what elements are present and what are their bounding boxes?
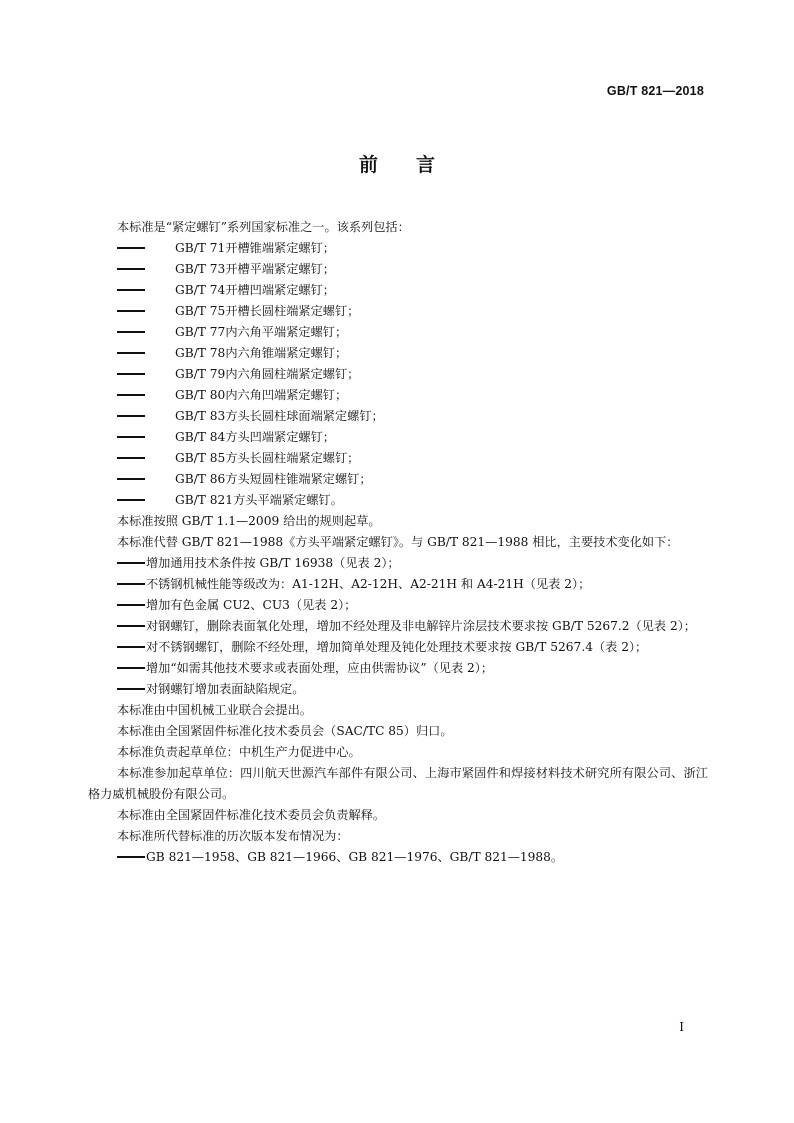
list-item xyxy=(88,385,708,406)
standard-number: GB/T 75 xyxy=(175,304,226,318)
standard-name: 方头平端紧定螺钉。 xyxy=(233,493,343,507)
standard-name: 开槽平端紧定螺钉； xyxy=(225,262,335,276)
em-dash-mark xyxy=(117,856,145,858)
drafting-rule: 本标准按照 GB/T 1.1—2009 给出的规则起草。 xyxy=(117,514,381,528)
change-text: 增加“如需其他技术要求或表面处理，应由供需协议”（见表 2）； xyxy=(146,661,494,675)
list-item xyxy=(88,364,708,385)
list-item xyxy=(88,595,708,616)
standard-number: GB/T 80 xyxy=(175,388,226,402)
replacement-statement: 本标准代替 GB/T 821—1988《方头平端紧定螺钉》。与 GB/T 821—1988 相比，主要技术变化如下： xyxy=(117,535,679,549)
em-dash-mark xyxy=(117,247,145,249)
standard-number: GB/T 84 xyxy=(175,430,226,444)
list-item xyxy=(88,427,708,448)
em-dash-mark xyxy=(117,583,145,585)
change-text: 增加通用技术条件按 GB/T 16938（见表 2）； xyxy=(146,556,400,570)
list-item xyxy=(88,637,708,658)
list-item xyxy=(88,658,708,679)
change-text: 不锈钢机械性能等级改为：A1-12H、A2-12H、A2-21H 和 A4-21H（见表 2）； xyxy=(146,577,591,591)
managed-by: 本标准由全国紧固件标准化技术委员会（SAC/TC 85）归口。 xyxy=(117,724,453,738)
list-item xyxy=(88,679,708,700)
standard-number: GB/T 71 xyxy=(175,241,226,255)
series-list xyxy=(88,238,708,511)
page-title xyxy=(0,150,794,177)
list-item xyxy=(88,301,708,322)
changes-list xyxy=(88,553,708,700)
history-text: GB 821—1958、GB 821—1966、GB 821—1976、GB/T 821—1988。 xyxy=(146,850,564,864)
change-text: 对钢螺钉，删除表面氧化处理，增加不经处理及非电解锌片涂层技术要求按 GB/T 5267.2（见表 2）； xyxy=(146,619,696,633)
standard-number: GB/T 73 xyxy=(175,262,226,276)
page-title-char: 言 xyxy=(416,154,436,176)
change-text: 增加有色金属 CU2、CU3（见表 2）； xyxy=(146,598,357,612)
em-dash-mark xyxy=(117,373,145,375)
list-item xyxy=(88,469,708,490)
standard-name: 方头短圆柱锥端紧定螺钉； xyxy=(225,472,372,486)
em-dash-mark xyxy=(117,688,145,690)
em-dash-mark xyxy=(117,562,145,564)
standard-number: GB/T 74 xyxy=(175,283,226,297)
list-item xyxy=(88,259,708,280)
interpreted-by: 本标准由全国紧固件标准化技术委员会负责解释。 xyxy=(117,808,386,822)
em-dash-mark xyxy=(117,268,145,270)
change-text: 对不锈钢螺钉，删除不经处理，增加简单处理及钝化处理技术要求按 GB/T 5267.4（表 2）； xyxy=(146,640,648,654)
proposed-by: 本标准由中国机械工业联合会提出。 xyxy=(117,703,312,717)
list-item xyxy=(88,847,708,868)
list-item xyxy=(88,322,708,343)
foreword-intro: 本标准是“紧定螺钉”系列国家标准之一。该系列包括： xyxy=(117,220,410,234)
list-item xyxy=(88,574,708,595)
standard-code: GB/T 821—2018 xyxy=(606,84,704,98)
standard-name: 内六角平端紧定螺钉； xyxy=(225,325,348,339)
em-dash-mark xyxy=(117,331,145,333)
page-title-char: 前 xyxy=(358,154,378,176)
list-item xyxy=(88,280,708,301)
standard-number: GB/T 77 xyxy=(175,325,226,339)
list-item xyxy=(88,553,708,574)
standard-name: 开槽凹端紧定螺钉； xyxy=(225,283,335,297)
list-item xyxy=(88,490,708,511)
list-item xyxy=(88,238,708,259)
em-dash-mark xyxy=(117,415,145,417)
em-dash-mark xyxy=(117,667,145,669)
em-dash-mark xyxy=(117,478,145,480)
standard-number: GB/T 86 xyxy=(175,472,226,486)
em-dash-mark xyxy=(117,352,145,354)
standard-number: GB/T 83 xyxy=(175,409,226,423)
standard-number: GB/T 79 xyxy=(175,367,226,381)
change-text: 对钢螺钉增加表面缺陷规定。 xyxy=(146,682,305,696)
list-item xyxy=(88,406,708,427)
standard-number: GB/T 78 xyxy=(175,346,226,360)
standard-name: 开槽锥端紧定螺钉； xyxy=(225,241,335,255)
em-dash-mark xyxy=(117,436,145,438)
em-dash-mark xyxy=(117,646,145,648)
em-dash-mark xyxy=(117,310,145,312)
foreword-body xyxy=(88,217,708,868)
em-dash-mark xyxy=(117,625,145,627)
standard-number: GB/T 821 xyxy=(175,493,234,507)
standard-name: 方头长圆柱端紧定螺钉； xyxy=(225,451,360,465)
list-item xyxy=(88,343,708,364)
page-number: I xyxy=(679,1020,684,1034)
standard-name: 内六角圆柱端紧定螺钉； xyxy=(225,367,360,381)
list-item xyxy=(88,448,708,469)
standard-name: 开槽长圆柱端紧定螺钉； xyxy=(225,304,360,318)
standard-number: GB/T 85 xyxy=(175,451,226,465)
participating-units: 本标准参加起草单位：四川航天世源汽车部件有限公司、上海市紧固件和焊接材料技术研究所有限公司、浙江格力威机械股份有限公司。 xyxy=(88,766,708,801)
standard-name: 内六角锥端紧定螺钉； xyxy=(225,346,348,360)
em-dash-mark xyxy=(117,499,145,501)
em-dash-mark xyxy=(117,457,145,459)
em-dash-mark xyxy=(117,289,145,291)
standard-name: 内六角凹端紧定螺钉； xyxy=(225,388,348,402)
em-dash-mark xyxy=(117,394,145,396)
standard-name: 方头长圆柱球面端紧定螺钉； xyxy=(225,409,384,423)
history-intro: 本标准所代替标准的历次版本发布情况为： xyxy=(117,829,349,843)
drafting-unit: 本标准负责起草单位：中机生产力促进中心。 xyxy=(117,745,361,759)
em-dash-mark xyxy=(117,604,145,606)
list-item xyxy=(88,616,708,637)
standard-name: 方头凹端紧定螺钉； xyxy=(225,430,335,444)
